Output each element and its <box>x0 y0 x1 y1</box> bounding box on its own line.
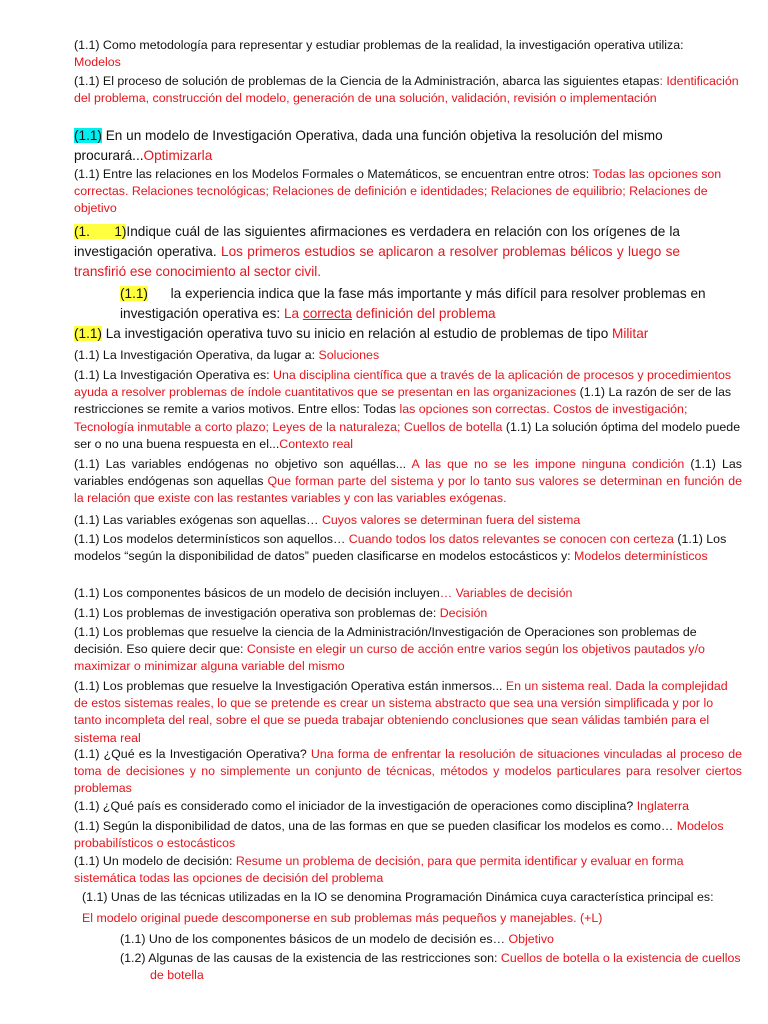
question-text: (1.1) Las variables endógenas no objetivo son aquéllas... <box>74 457 412 471</box>
question-text: (1.1) Las variables exógenas son aquellas… <box>74 513 322 527</box>
question-11 <box>74 512 742 529</box>
question-1 <box>74 37 742 71</box>
question-text: El proceso de solución de problemas de la Ciencia de la Administración, abarca las siguientes etapas <box>99 74 660 88</box>
question-text: (1.1) Los componentes básicos de un modelo de decisión incluyen <box>74 586 440 600</box>
question-21-answer <box>82 910 744 927</box>
question-text: (1.1) Unas de las técnicas utilizadas en la IO se denomina Programación Dinámica cuya característica principal es: <box>82 890 714 904</box>
question-text: (1.1) Un modelo de decisión: <box>74 854 236 868</box>
answer-text: Decisión <box>439 606 488 620</box>
question-text: (1.1) Los problemas que resuelve la Investigación Operativa están inmersos... <box>74 679 506 693</box>
question-text: (1.1) Los problemas que resuelve la ciencia de la Administración/Investigación de Operaciones son problemas de decisión. Eso quiere decir que: <box>74 625 697 657</box>
question-22 <box>120 931 744 948</box>
answer-text: Cuellos de botella o la existencia de cuellos de botella <box>150 951 741 983</box>
question-3 <box>74 126 742 166</box>
question-text: Indique cuál de las siguientes afirmaciones es verdadera en relación con los orígenes de la investigación operativa. <box>74 224 680 259</box>
answer-text: Una disciplina científica que a través de la aplicación de procesos y procedimientos ayuda a resolver problemas de índole cuantitativos que se presentan en las organizaciones <box>74 368 732 400</box>
question-number-highlight: (1.1) <box>120 286 148 301</box>
question-number: (1.1) <box>74 167 100 181</box>
question-9 <box>74 367 742 453</box>
question-15 <box>74 624 742 676</box>
answer-text: Cuyos valores se determinan fuera del sistema <box>321 513 581 527</box>
question-text: (1.1) ¿Qué país es considerado como el iniciador de la investigación de operaciones como disciplina? <box>74 799 637 813</box>
answer-text: Militar <box>612 326 649 341</box>
answer-underlined-text: correcta <box>302 306 352 321</box>
answer-text: Una forma de enfrentar la resolución de situaciones vinculadas al proceso de toma de decisiones y no simplemente un conjunto de técnicas, métodos y modelos particulares para resolver ciertos problemas <box>74 747 742 796</box>
question-6 <box>120 284 744 324</box>
answer-text: las opciones son correctas. Costos de investigación; Tecnología inmutable a corto plazo; Leyes de la naturaleza; Cuellos de botella <box>74 402 688 434</box>
question-text: (1.1) Uno de los componentes básicos de un modelo de decisión es… <box>120 932 509 946</box>
question-7 <box>74 324 742 344</box>
question-number-highlight: (1.1) <box>74 326 102 341</box>
question-number: (1.1) <box>74 348 100 362</box>
answer-text: Objetivo <box>508 932 554 946</box>
question-21 <box>82 889 744 906</box>
question-number-highlight: (1. 1) <box>74 224 127 239</box>
answer-text: : Identificación del problema, construcción del modelo, generación de una solución, validación, revisión o implementación <box>74 74 739 106</box>
answer-text: La <box>283 306 303 321</box>
answer-text: definición del problema <box>352 306 496 321</box>
question-number-highlight: (1.1) <box>74 128 102 143</box>
question-text: (1.1) La razón de ser de las restricciones se remite a varios motivos. Entre ellos: Todas <box>74 385 732 417</box>
question-19 <box>74 818 742 852</box>
question-text: (1.1) La Investigación Operativa es: <box>74 368 274 382</box>
question-text: (1.1) ¿Qué es la Investigación Operativa? <box>74 747 311 761</box>
question-text: (1.1) La solución óptima del modelo puede ser o no una buena respuesta en el... <box>74 419 741 451</box>
question-text: (1.1) Los problemas de investigación operativa son problemas de: <box>74 606 440 620</box>
question-text: (1.1) Según la disponibilidad de datos, una de las formas en que se pueden clasificar los modelos es como… <box>74 819 677 833</box>
question-16 <box>74 678 742 747</box>
question-4 <box>74 166 742 218</box>
answer-text: El modelo original puede descomponerse en sub problemas más pequeños y manejables. (+L) <box>82 911 603 925</box>
question-text: Como metodología para representar y estudiar problemas de la realidad, la investigación operativa utiliza: <box>99 38 684 52</box>
question-18 <box>74 798 742 815</box>
answer-text: Optimizarla <box>143 148 213 163</box>
answer-text: A las que no se les impone ninguna condición <box>411 457 685 471</box>
question-8 <box>74 347 742 364</box>
answer-text: Inglaterra <box>636 799 690 813</box>
question-20 <box>74 853 742 887</box>
question-13 <box>74 585 742 602</box>
answer-text: Modelos determinísticos <box>574 549 708 564</box>
answer-text: Contexto real <box>279 436 353 451</box>
question-2 <box>74 73 742 107</box>
question-text: (1.1) Los modelos determinísticos son aquellos… <box>74 532 349 546</box>
question-10 <box>74 456 742 508</box>
answer-text: En un sistema real. Dada la complejidad de estos sistemas reales, lo que se pretende es crear un sistema abstracto que sea una versión simplificada y por lo tanto incompleta del real, sobre el que se pueda trabajar obteniendo conclusiones que sean válidas también para el sistema real <box>74 679 728 745</box>
answer-text: … Variables de decisión <box>439 586 573 600</box>
answer-text: Que forman parte del sistema y por lo tanto sus valores se determinan en función de la relación que existe con las restantes variables y con las variables exógenas. <box>74 474 742 506</box>
answer-text: Consiste en elegir un curso de acción entre varios según los objetivos pautados y/o maximizar o minimizar alguna variable del mismo <box>74 642 705 674</box>
question-text: La Investigación Operativa, da lugar a: <box>99 348 319 362</box>
question-12 <box>74 531 742 565</box>
question-23 <box>120 950 750 984</box>
answer-text: Modelos <box>74 55 121 70</box>
question-5 <box>74 222 680 282</box>
question-number: (1.1) <box>74 38 100 52</box>
question-number: (1.1) <box>74 74 100 88</box>
question-text: (1.1) Los modelos “según la disponibilidad de datos” pueden clasificarse en modelos estocásticos y: <box>74 532 727 564</box>
question-text: la experiencia indica que la fase más importante y más difícil para resolver problemas en investigación operativa es: <box>120 286 710 321</box>
question-text: Entre las relaciones en los Modelos Formales o Matemáticos, se encuentran entre otros: <box>99 167 593 181</box>
answer-text: Cuando todos los datos relevantes se conocen con certeza <box>348 532 674 546</box>
answer-text: Los primeros estudios se aplicaron a resolver problemas bélicos y luego se transfirió ese conocimiento al sector civil. <box>74 244 680 279</box>
question-17 <box>74 746 742 798</box>
question-text: En un modelo de Investigación Operativa, dada una función objetiva la resolución del mismo procurará... <box>74 128 663 163</box>
answer-text: Modelos probabilísticos o estocásticos <box>74 819 724 851</box>
question-text: (1.2) Algunas de las causas de la existencia de las restricciones son: <box>120 951 501 965</box>
question-text: (1.1) Las variables endógenas son aquellas <box>74 457 742 489</box>
question-text: La investigación operativa tuvo su inicio en relación al estudio de problemas de tipo <box>101 326 613 341</box>
answer-text: Resume un problema de decisión, para que permita identificar y evaluar en forma sistemática todas las opciones de decisión del problema <box>74 854 684 886</box>
answer-text: Soluciones <box>318 348 380 362</box>
answer-text: Todas las opciones son correctas. Relaciones tecnológicas; Relaciones de definición e identidades; Relaciones de equilibrio; Relaciones de objetivo <box>74 167 722 216</box>
question-14 <box>74 605 742 622</box>
